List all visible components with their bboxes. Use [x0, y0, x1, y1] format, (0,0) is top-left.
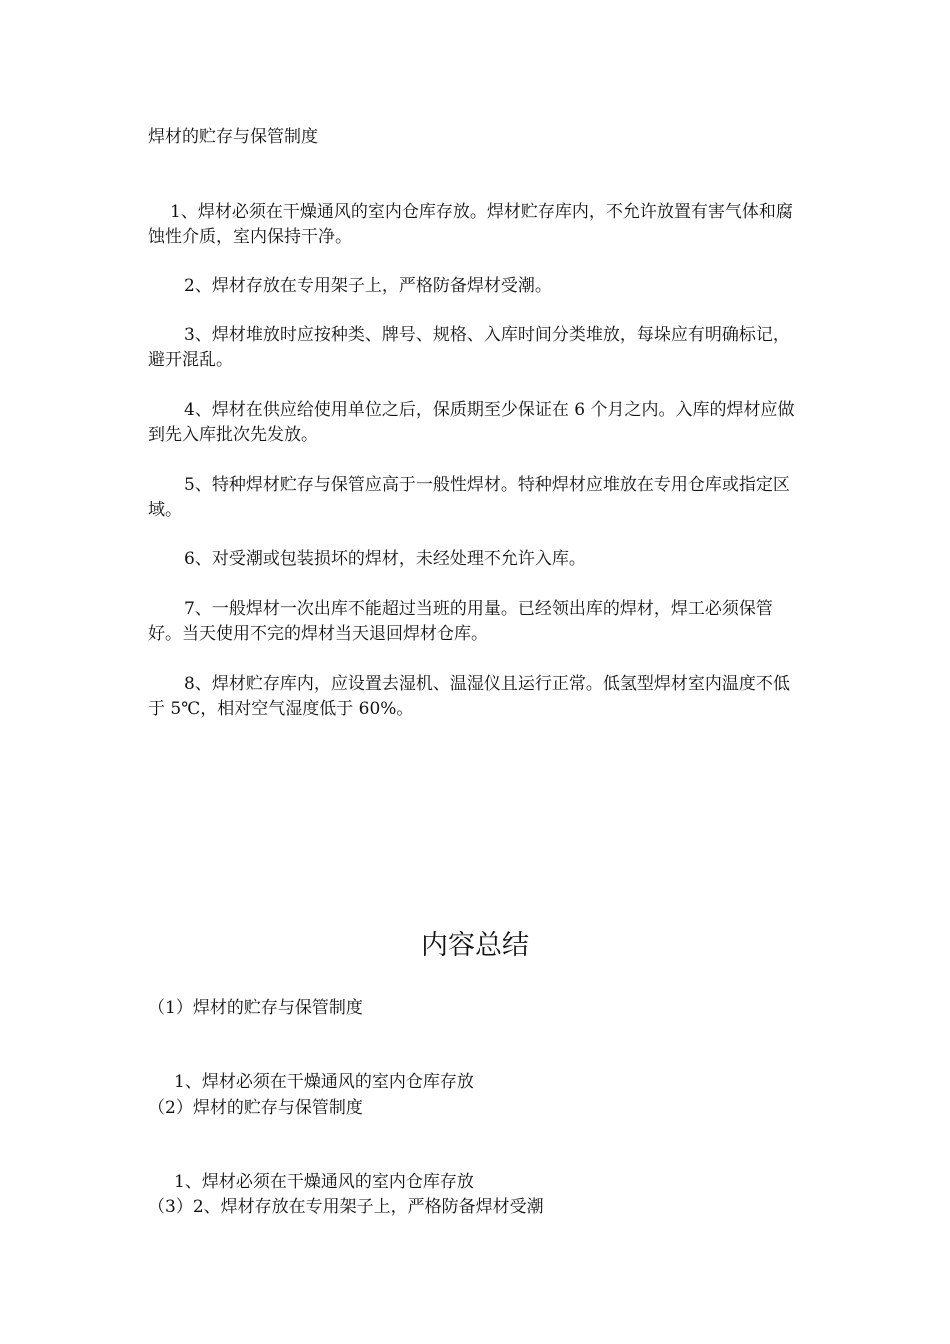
paragraph-text: 8、焊材贮存库内，应设置去湿机、温湿仪且运行正常。低氢型焊材室内温度不低于 5℃，相对空气湿度低于 60%。 — [148, 674, 790, 719]
summary-line-1: （1）焊材的贮存与保管制度 — [148, 998, 363, 1018]
paragraph-text: 3、焊材堆放时应按种类、牌号、规格、入库时间分类堆放，每垛应有明确标记，避开混乱。 — [148, 325, 790, 370]
paragraph-text: 7、一般焊材一次出库不能超过当班的用量。已经领出库的焊材，焊工必须保管好。当天使用不完的焊材当天退回焊材仓库。 — [148, 599, 773, 644]
paragraph-2 — [148, 274, 802, 299]
document-title: 焊材的贮存与保管制度 — [148, 127, 318, 147]
paragraph-7 — [148, 597, 802, 647]
paragraph-text: 4、焊材在供应给使用单位之后，保质期至少保证在 6 个月之内。入库的焊材应做到先入库批次先发放。 — [148, 400, 795, 445]
summary-line-5: （3）2、焊材存放在专用架子上，严格防备焊材受潮 — [148, 1197, 544, 1217]
paragraph-8 — [148, 672, 802, 722]
summary-line-4 — [148, 1170, 474, 1194]
paragraph-text: 2、焊材存放在专用架子上，严格防备焊材受潮。 — [184, 276, 552, 296]
paragraph-6 — [148, 547, 802, 572]
paragraph-5 — [148, 473, 802, 523]
summary-line-text: 1、焊材必须在干燥通风的室内仓库存放 — [174, 1172, 474, 1192]
paragraph-3 — [148, 323, 802, 373]
summary-line-2 — [148, 1070, 474, 1094]
paragraph-text: 5、特种焊材贮存与保管应高于一般性焊材。特种焊材应堆放在专用仓库或指定区域。 — [148, 475, 790, 520]
paragraph-4 — [148, 398, 802, 448]
summary-line-text: 1、焊材必须在干燥通风的室内仓库存放 — [174, 1072, 474, 1092]
summary-heading: 内容总结 — [421, 930, 529, 961]
paragraph-text: 6、对受潮或包装损坏的焊材，未经处理不允许入库。 — [184, 549, 586, 569]
paragraph-1 — [148, 200, 802, 250]
summary-line-3: （2）焊材的贮存与保管制度 — [148, 1098, 363, 1118]
paragraph-text: 1、焊材必须在干燥通风的室内仓库存放。焊材贮存库内，不允许放置有害气体和腐蚀性介质，室内保持干净。 — [148, 202, 793, 247]
